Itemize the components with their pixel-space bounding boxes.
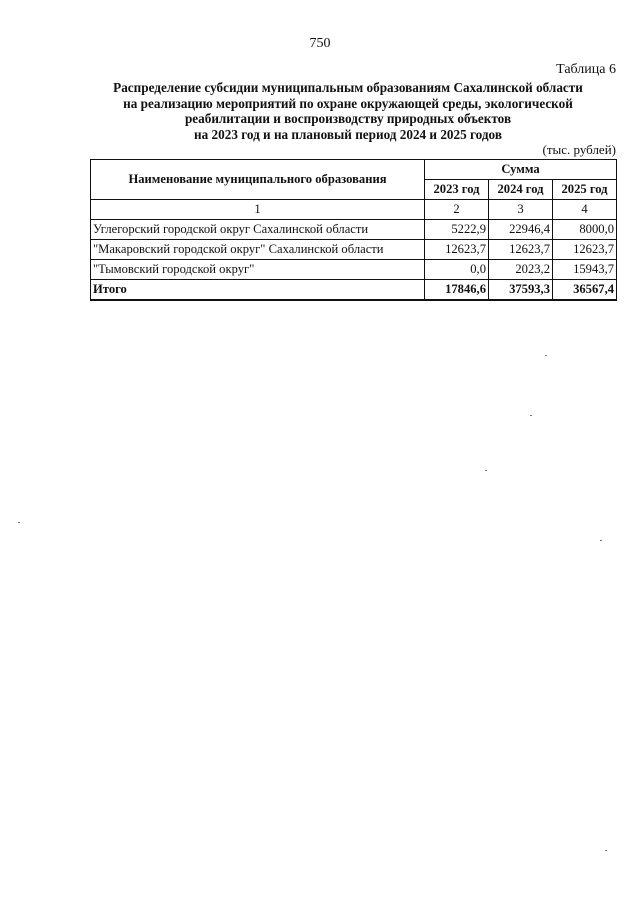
amount-2024: 22946,4 (489, 220, 553, 240)
amount-2024: 2023,2 (489, 260, 553, 280)
total-2025: 36567,4 (553, 280, 617, 301)
header-row-1 (91, 160, 617, 180)
title-line-4: на 2023 год и на плановый период 2024 и 2025 годов (194, 126, 502, 142)
scan-speck (485, 470, 487, 471)
scan-speck (18, 522, 20, 523)
total-label: Итого (91, 280, 425, 301)
sum-group-header: Сумма (425, 160, 617, 180)
table-label: Таблица 6 (556, 62, 616, 77)
title-line-3: реабилитации и воспроизводству природных объектов (184, 111, 512, 126)
amount-2025: 15943,7 (553, 260, 617, 280)
title-line-1: Распределение субсидии муниципальным образованиям Сахалинской области (113, 80, 583, 95)
total-2024: 37593,3 (489, 280, 553, 301)
table-row (91, 260, 617, 280)
column-number: 2 (425, 200, 489, 220)
municipality-name: Углегорский городской округ Сахалинской области (91, 220, 425, 240)
municipality-name: "Тымовский городской округ" (91, 260, 425, 280)
column-number: 1 (91, 200, 425, 220)
scan-speck (605, 850, 607, 851)
column-number-row (91, 200, 617, 220)
amount-2023: 0,0 (425, 260, 489, 280)
table-row (91, 240, 617, 260)
page-number: 750 (309, 36, 331, 51)
scan-speck (530, 415, 532, 416)
year-header-2025: 2025 год (553, 180, 617, 200)
scan-speck (600, 540, 602, 541)
total-row (91, 280, 617, 301)
subsidy-table (90, 159, 617, 301)
total-2023: 17846,6 (425, 280, 489, 301)
title-line-2: на реализацию мероприятий по охране окружающей среды, экологической (123, 95, 573, 111)
name-column-header: Наименование муниципального образования (91, 160, 425, 200)
amount-2024: 12623,7 (489, 240, 553, 260)
document-title (98, 80, 598, 142)
table-row (91, 220, 617, 240)
amount-2025: 8000,0 (553, 220, 617, 240)
amount-2025: 12623,7 (553, 240, 617, 260)
column-number: 4 (553, 200, 617, 220)
municipality-name: "Макаровский городской округ" Сахалинской области (91, 240, 425, 260)
column-number: 3 (489, 200, 553, 220)
units-label: (тыс. рублей) (542, 142, 616, 157)
year-header-2023: 2023 год (425, 180, 489, 200)
amount-2023: 12623,7 (425, 240, 489, 260)
year-header-2024: 2024 год (489, 180, 553, 200)
amount-2023: 5222,9 (425, 220, 489, 240)
scan-speck (545, 355, 547, 356)
